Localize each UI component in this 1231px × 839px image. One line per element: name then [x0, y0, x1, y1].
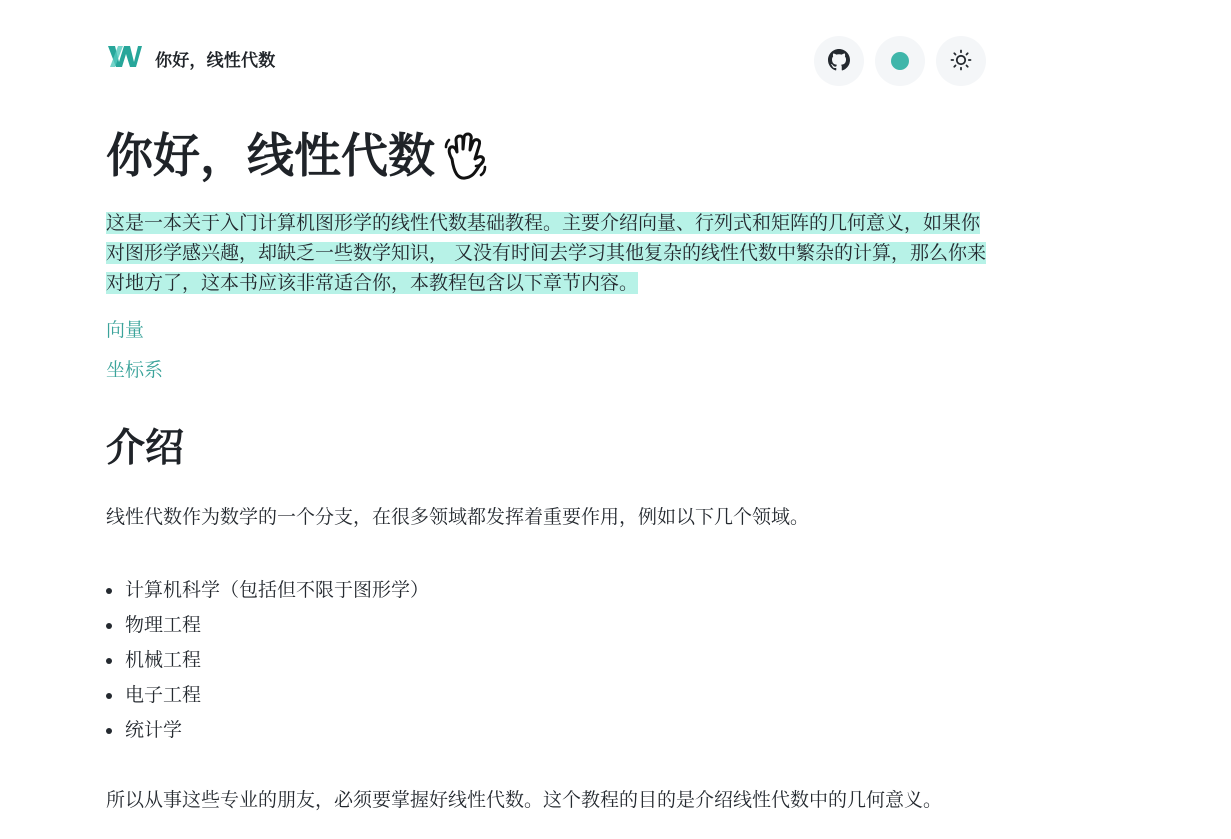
chapter-link-vector[interactable]: 向量: [106, 319, 145, 341]
section-title: 介绍: [106, 426, 185, 471]
intro-highlight: 这是一本关于入门计算机图形学的线性代数基础教程。主要介绍向量、行列式和矩阵的几何意义，如果你对图形学感兴趣，却缺乏一些数学知识， 又没有时间去学习其他复杂的线性代数中繁杂的计算，那么你来对地方了，这本书应该非常适合你，本教程包含以下章节内容。: [106, 212, 987, 294]
sun-icon: [949, 48, 973, 75]
site-header: [106, 36, 986, 86]
page-title-text: 你好，线性代数: [106, 129, 435, 184]
list-item: 机械工程: [106, 643, 986, 678]
theme-color-icon: [891, 52, 909, 70]
closing-paragraph: 所以从事这些专业的朋友，必须要掌握好线性代数。这个教程的目的是介绍线性代数中的几何意义。: [106, 789, 943, 811]
section-paragraph: 线性代数作为数学的一个分支，在很多领域都发挥着重要作用，例如以下几个领域。: [106, 506, 810, 528]
list-item: 计算机科学（包括但不限于图形学）: [106, 573, 986, 608]
site-brand-link[interactable]: [106, 41, 275, 72]
intro-paragraph: [106, 208, 991, 298]
light-mode-button[interactable]: [936, 36, 986, 86]
chapter-links: [106, 317, 986, 383]
list-item: 统计学: [106, 713, 986, 748]
header-actions: [814, 36, 986, 86]
theme-color-button[interactable]: [875, 36, 925, 86]
waving-hand-icon: [440, 131, 492, 183]
list-item: 物理工程: [106, 608, 986, 643]
list-item: 电子工程: [106, 678, 986, 713]
w-logo-icon: [106, 42, 142, 72]
github-button[interactable]: [814, 36, 864, 86]
github-icon: [828, 49, 850, 74]
domain-list: [106, 573, 986, 748]
chapter-link-coordinate-system[interactable]: 坐标系: [106, 359, 164, 381]
page-title: [106, 126, 986, 188]
main-content: [106, 126, 986, 834]
site-title: 你好，线性代数: [155, 51, 276, 71]
